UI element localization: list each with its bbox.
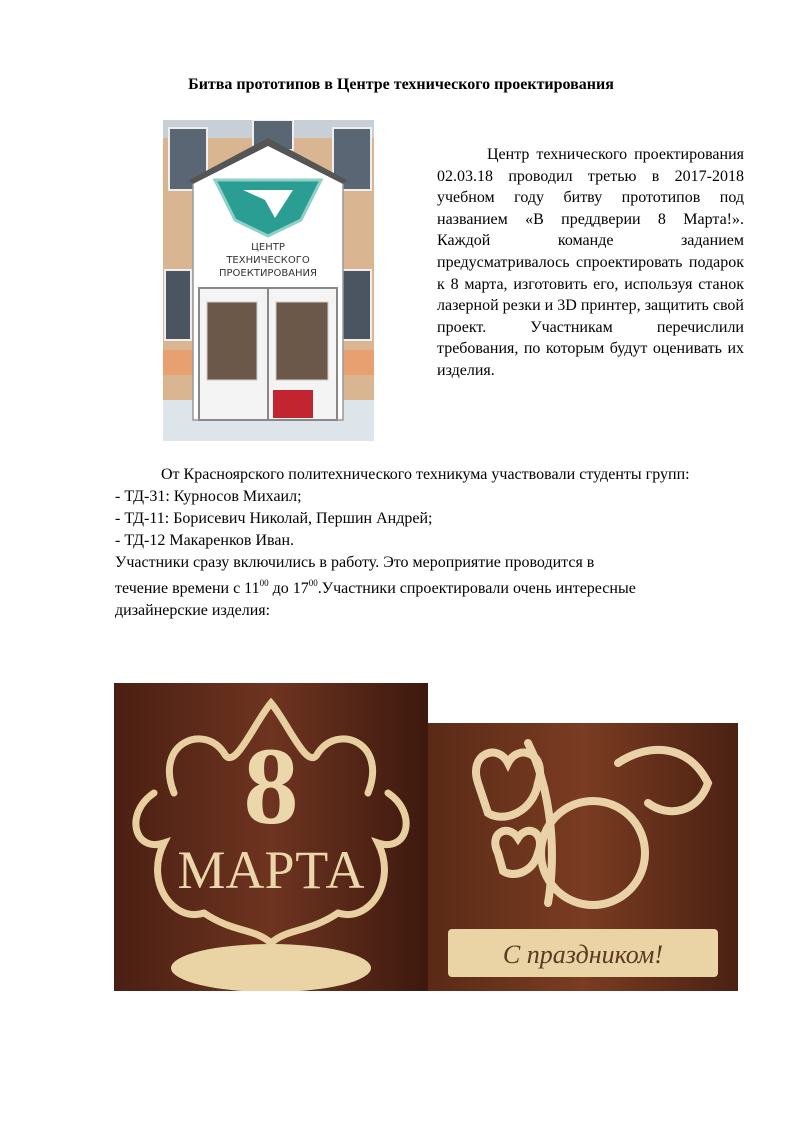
sign-line-3: ПРОЕКТИРОВАНИЯ xyxy=(219,268,317,279)
building-illustration xyxy=(163,120,374,441)
participant-line-2: - ТД-11: Борисевич Николай, Першин Андрей; xyxy=(115,510,433,527)
participants-intro: От Красноярского политехнического техникума участвовали студенты групп: xyxy=(161,466,690,483)
product-2-label: С праздником! xyxy=(502,940,664,969)
product-congrats-illustration xyxy=(428,723,738,991)
page-title: Битва прототипов в Центре технического проектирования xyxy=(188,76,614,93)
sign-line-2: ТЕХНИЧЕСКОГО xyxy=(226,255,310,266)
product-number: 8 xyxy=(243,725,299,847)
time-end-sup: 00 xyxy=(308,578,318,588)
product-photo-congrats xyxy=(428,723,738,991)
work-line-1: Участники сразу включились в работу. Это мероприятие проводится в xyxy=(115,554,595,571)
work-line-2-part-b: до 17 xyxy=(268,580,309,597)
work-line-2-part-c: .Участники спроектировали очень интересные xyxy=(317,580,636,597)
work-line-3: дизайнерские изделия: xyxy=(115,602,271,619)
product-label: МАРТА xyxy=(177,840,365,900)
participant-line-1: - ТД-31: Курносов Михаил; xyxy=(115,488,302,505)
time-start-sup: 00 xyxy=(259,578,269,588)
product-8-march-illustration xyxy=(114,683,428,991)
work-line-2 xyxy=(115,578,747,600)
building-photo xyxy=(163,120,374,441)
participants-section xyxy=(115,464,747,622)
intro-paragraph: Центр технического проектирования 02.03.18 проводил третью в 2017-2018 учебном году битву прототипов под названием «В преддверии 8 Марта!». Каждой команде заданием предусматривалось спроектировать подарок к 8 марта, изготовить его, используя станок лазерной резки и 3D принтер, защитить свой проект. Участникам перечислили требования, по которым будут оценивать их изделия. xyxy=(437,146,744,379)
sign-line-1: ЦЕНТР xyxy=(251,242,285,253)
participant-line-3: - ТД-12 Макаренков Иван. xyxy=(115,532,295,549)
product-photo-8-march xyxy=(114,683,428,991)
work-line-2-part-a: течение времени с 11 xyxy=(115,580,260,597)
